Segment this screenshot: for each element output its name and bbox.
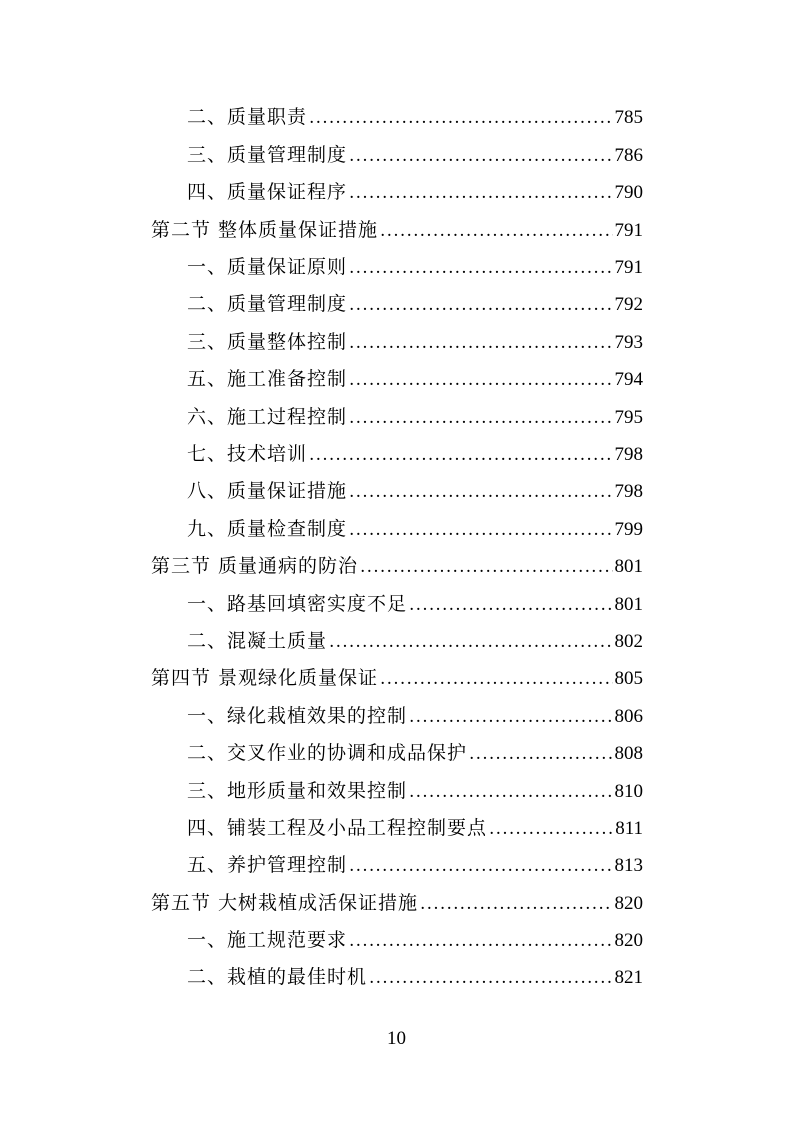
toc-entry-title: 二、混凝土质量	[187, 629, 328, 652]
toc-entry-page: 785	[614, 107, 643, 129]
toc-entry-page: 813	[614, 855, 643, 877]
toc-dot-leader	[349, 325, 612, 362]
toc-dot-leader	[409, 774, 612, 811]
toc-section-row[interactable]	[0, 661, 793, 698]
toc-dot-leader	[409, 699, 612, 736]
toc-entry[interactable]	[187, 735, 643, 773]
toc-row[interactable]	[0, 324, 793, 361]
toc-row[interactable]	[0, 736, 793, 773]
toc-entry-page: 821	[614, 967, 643, 989]
table-of-contents	[0, 100, 793, 997]
toc-entry[interactable]	[187, 698, 643, 736]
toc-entry-page: 810	[614, 780, 643, 802]
toc-entry-page: 798	[614, 481, 643, 503]
toc-entry[interactable]	[151, 548, 643, 586]
toc-row[interactable]	[0, 923, 793, 960]
toc-row[interactable]	[0, 137, 793, 174]
toc-entry-title: 九、质量检查制度	[187, 517, 348, 540]
toc-row[interactable]	[0, 810, 793, 847]
toc-row[interactable]	[0, 586, 793, 623]
toc-section-title: 第三节 质量通病的防治	[151, 555, 359, 578]
toc-row[interactable]	[0, 773, 793, 810]
toc-dot-leader	[349, 250, 612, 287]
toc-entry[interactable]	[187, 286, 643, 324]
toc-entry[interactable]	[187, 586, 643, 624]
toc-dot-leader	[309, 437, 612, 474]
toc-row[interactable]	[0, 698, 793, 735]
toc-section-row[interactable]	[0, 212, 793, 249]
toc-entry[interactable]	[187, 249, 643, 287]
toc-section-title: 第四节 景观绿化质量保证	[151, 667, 379, 690]
toc-entry-page: 802	[614, 630, 643, 652]
toc-entry-page: 786	[614, 144, 643, 166]
toc-dot-leader	[349, 362, 612, 399]
toc-dot-leader	[349, 923, 612, 960]
toc-entry-title: 五、施工准备控制	[187, 368, 348, 391]
toc-row[interactable]	[0, 511, 793, 548]
toc-entry-page: 793	[614, 331, 643, 353]
toc-entry-title: 四、质量保证程序	[187, 181, 348, 204]
toc-entry[interactable]	[187, 773, 643, 811]
toc-entry-title: 七、技术培训	[187, 443, 308, 465]
toc-dot-leader	[349, 138, 612, 175]
toc-entry[interactable]	[187, 623, 643, 661]
toc-dot-leader	[349, 512, 612, 549]
toc-dot-leader	[380, 213, 612, 250]
toc-entry[interactable]	[187, 511, 643, 549]
toc-entry-title: 三、质量管理制度	[187, 143, 348, 166]
toc-entry-title: 五、养护管理控制	[187, 854, 348, 877]
toc-dot-leader	[360, 549, 612, 586]
toc-entry-page: 790	[614, 182, 643, 204]
toc-dot-leader	[420, 886, 612, 923]
toc-section-row[interactable]	[0, 549, 793, 586]
toc-entry-page: 792	[614, 294, 643, 316]
toc-entry-page: 805	[614, 668, 643, 690]
toc-entry-page: 820	[614, 892, 643, 914]
toc-dot-leader	[380, 661, 612, 698]
toc-entry-title: 一、路基回填密实度不足	[187, 592, 408, 615]
toc-entry[interactable]	[187, 174, 643, 212]
toc-dot-leader	[349, 287, 612, 324]
toc-entry-title: 一、质量保证原则	[187, 256, 348, 279]
toc-entry[interactable]	[187, 922, 643, 960]
toc-row[interactable]	[0, 848, 793, 885]
toc-dot-leader	[349, 400, 612, 437]
toc-row[interactable]	[0, 437, 793, 474]
toc-entry-page: 798	[614, 444, 643, 465]
toc-dot-leader	[349, 175, 612, 212]
toc-entry-page: 820	[614, 930, 643, 952]
toc-dot-leader	[489, 811, 613, 848]
toc-entry-page: 791	[614, 257, 643, 279]
toc-entry-page: 806	[614, 705, 643, 727]
toc-entry-title: 二、质量职责	[187, 106, 308, 129]
toc-entry[interactable]	[187, 473, 643, 511]
toc-entry-page: 795	[614, 406, 643, 428]
toc-entry[interactable]	[187, 399, 643, 437]
toc-entry-title: 一、施工规范要求	[187, 929, 348, 952]
toc-section-title: 第五节 大树栽植成活保证措施	[151, 891, 419, 914]
toc-section-row[interactable]	[0, 885, 793, 922]
toc-entry[interactable]	[187, 324, 643, 362]
toc-entry-title: 四、铺装工程及小品工程控制要点	[187, 816, 488, 839]
toc-row[interactable]	[0, 362, 793, 399]
toc-row[interactable]	[0, 250, 793, 287]
toc-dot-leader	[469, 736, 612, 773]
toc-section-title: 第二节 整体质量保证措施	[151, 218, 379, 241]
toc-entry[interactable]	[187, 99, 643, 137]
toc-entry-title: 二、质量管理制度	[187, 293, 348, 316]
page-number: 10	[387, 1028, 406, 1049]
toc-entry-title: 二、交叉作业的协调和成品保护	[187, 742, 468, 765]
toc-row[interactable]	[0, 960, 793, 997]
toc-row[interactable]	[0, 287, 793, 324]
toc-row[interactable]	[0, 623, 793, 660]
toc-dot-leader	[349, 848, 612, 885]
toc-dot-leader	[329, 624, 612, 661]
toc-entry-page: 791	[614, 219, 643, 241]
toc-dot-leader	[349, 474, 612, 511]
toc-entry-page: 801	[614, 556, 643, 578]
toc-entry-title: 八、质量保证措施	[187, 480, 348, 503]
toc-entry-title: 一、绿化栽植效果的控制	[187, 704, 408, 727]
toc-row[interactable]	[0, 175, 793, 212]
toc-row[interactable]	[0, 474, 793, 511]
toc-dot-leader	[309, 100, 612, 137]
toc-row[interactable]	[0, 100, 793, 137]
toc-entry-page: 808	[614, 743, 643, 765]
toc-entry[interactable]	[187, 436, 643, 474]
toc-entry[interactable]	[151, 885, 643, 923]
toc-dot-leader	[369, 960, 612, 997]
toc-entry-page: 799	[614, 518, 643, 540]
toc-entry[interactable]	[151, 212, 643, 250]
toc-entry-title: 三、质量整体控制	[187, 330, 348, 353]
toc-entry-page: 811	[615, 817, 643, 839]
toc-entry-page: 794	[614, 369, 643, 391]
toc-dot-leader	[409, 587, 612, 624]
toc-entry-title: 二、栽植的最佳时机	[187, 966, 368, 989]
toc-entry[interactable]	[187, 847, 643, 885]
toc-entry-title: 三、地形质量和效果控制	[187, 779, 408, 802]
toc-row[interactable]	[0, 399, 793, 436]
toc-entry[interactable]	[187, 137, 643, 175]
toc-entry[interactable]	[187, 810, 643, 848]
toc-entry-title: 六、施工过程控制	[187, 405, 348, 428]
toc-entry-page: 801	[614, 593, 643, 615]
toc-entry[interactable]	[187, 959, 643, 997]
toc-entry[interactable]	[187, 361, 643, 399]
toc-entry[interactable]	[151, 660, 643, 698]
